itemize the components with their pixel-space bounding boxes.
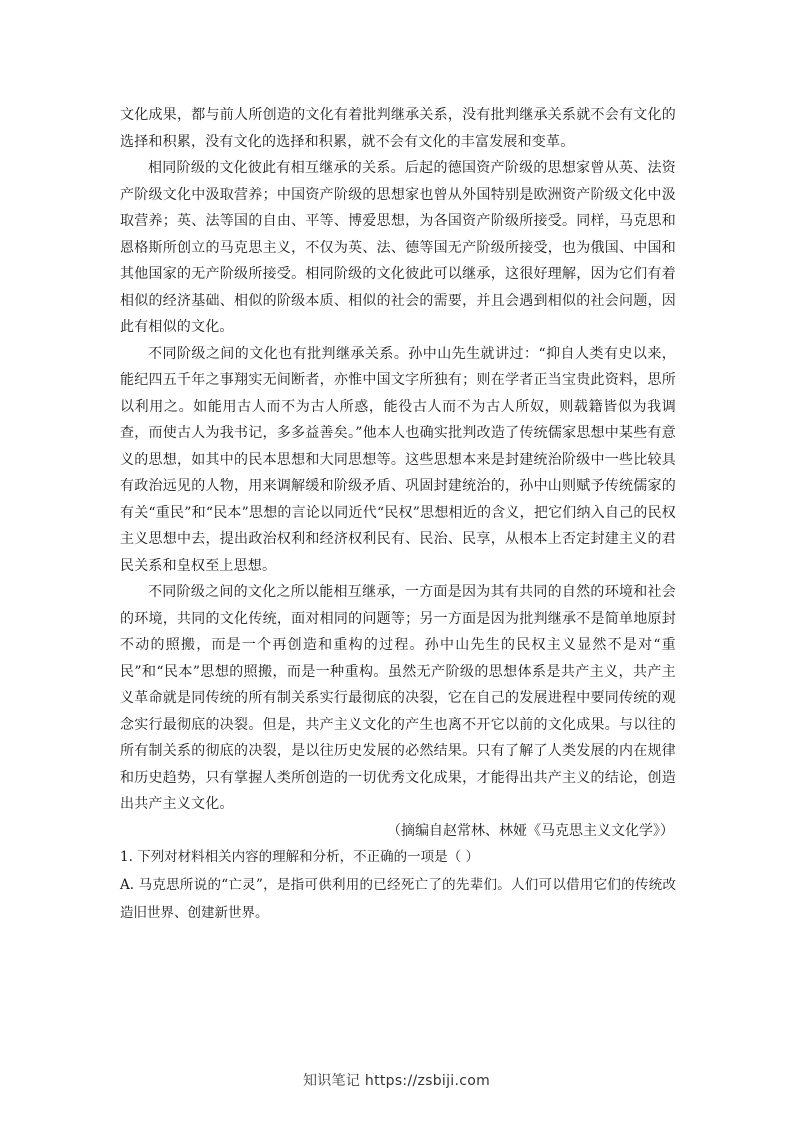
- question-1: 1. 下列对材料相关内容的理解和分析，不正确的一项是（ ）: [120, 849, 479, 865]
- paragraph-3: 不同阶级之间的文化也有批判继承关系。孙中山先生就讲过：“抑自人类有史以来，能纪四五千年之事翔实无间断者，亦惟中国文字所独有；则在学者正当宝贵此资料，思所以利用之。如能用古人而不为古人所惑，能役古人而不为古人所奴，则载籍皆似为我调查，而使古人为我书记，多多益善矣。”他本人也确实批判改造了传统儒家思想中某些有意义的思想，如其中的民本思想和大同思想等。这些思想本来是封建统治阶级中一些比较具有政治远见的人物，用来调解缓和阶级矛盾、巩固封建统治的，孙中山则赋予传统儒家的有关“重民”和“民本”思想的言论以同近代“民权”思想相近的含义，把它们纳入自己的民权主义思想中去，提出政治权利和经济权利民有、民治、民享，从根本上否定封建主义的君民关系和皇权至上思想。: [120, 345, 676, 574]
- document-body: [120, 102, 676, 927]
- paragraph-4: 不同阶级之间的文化之所以能相互继承，一方面是因为其有共同的自然的环境和社会的环境，共同的文化传统，面对相同的问题等；另一方面是因为批判继承不是简单地原封不动的照搬，而是一个再创造和重构的过程。孙中山先生的民权主义显然不是对“重民”和“民本”思想的照搬，而是一种重构。虽然无产阶级的思想体系是共产主义，共产主义革命就是同传统的所有制关系实行最彻底的决裂，它在自己的发展进程中要同传统的观念实行最彻底的决裂。但是，共产主义文化的产生也离不开它以前的文化成果。与以往的所有制关系的彻底的决裂，是以往历史发展的必然结果。只有了解了人类发展的内在规律和历史趋势，只有掌握人类所创造的一切优秀文化成果，才能得出共产主义的结论，创造出共产主义文化。: [120, 584, 676, 812]
- source-citation: （摘编自赵常林、林娅《马克思主义文化学》）: [387, 822, 674, 839]
- paragraph-2: 相同阶级的文化彼此有相互继承的关系。后起的德国资产阶级的思想家曾从英、法资产阶级文化中汲取营养；中国资产阶级的思想家也曾从外国特别是欧洲资产阶级文化中汲取营养；英、法等国的自由、平等、博爱思想，为各国资产阶级所接受。同样，马克思和恩格斯所创立的马克思主义，不仅为英、法、德等国无产阶级所接受，也为俄国、中国和其他国家的无产阶级所接受。相同阶级的文化彼此可以继承，这很好理解，因为它们有着相似的经济基础、相似的阶级本质、相似的社会的需要，并且会遇到相似的社会问题，因此有相似的文化。: [120, 160, 676, 335]
- paragraph-1: 文化成果，都与前人所创造的文化有着批判继承关系，没有批判继承关系就不会有文化的选择和积累，没有文化的选择和积累，就不会有文化的丰富发展和变革。: [120, 107, 676, 150]
- footer-watermark: 知识笔记 https://zsbiji.com: [302, 1073, 491, 1089]
- option-a: A. 马克思所说的“亡灵”，是指可供利用的已经死亡了的先辈们。人们可以借用它们的传统改造旧世界、创建新世界。: [120, 876, 676, 921]
